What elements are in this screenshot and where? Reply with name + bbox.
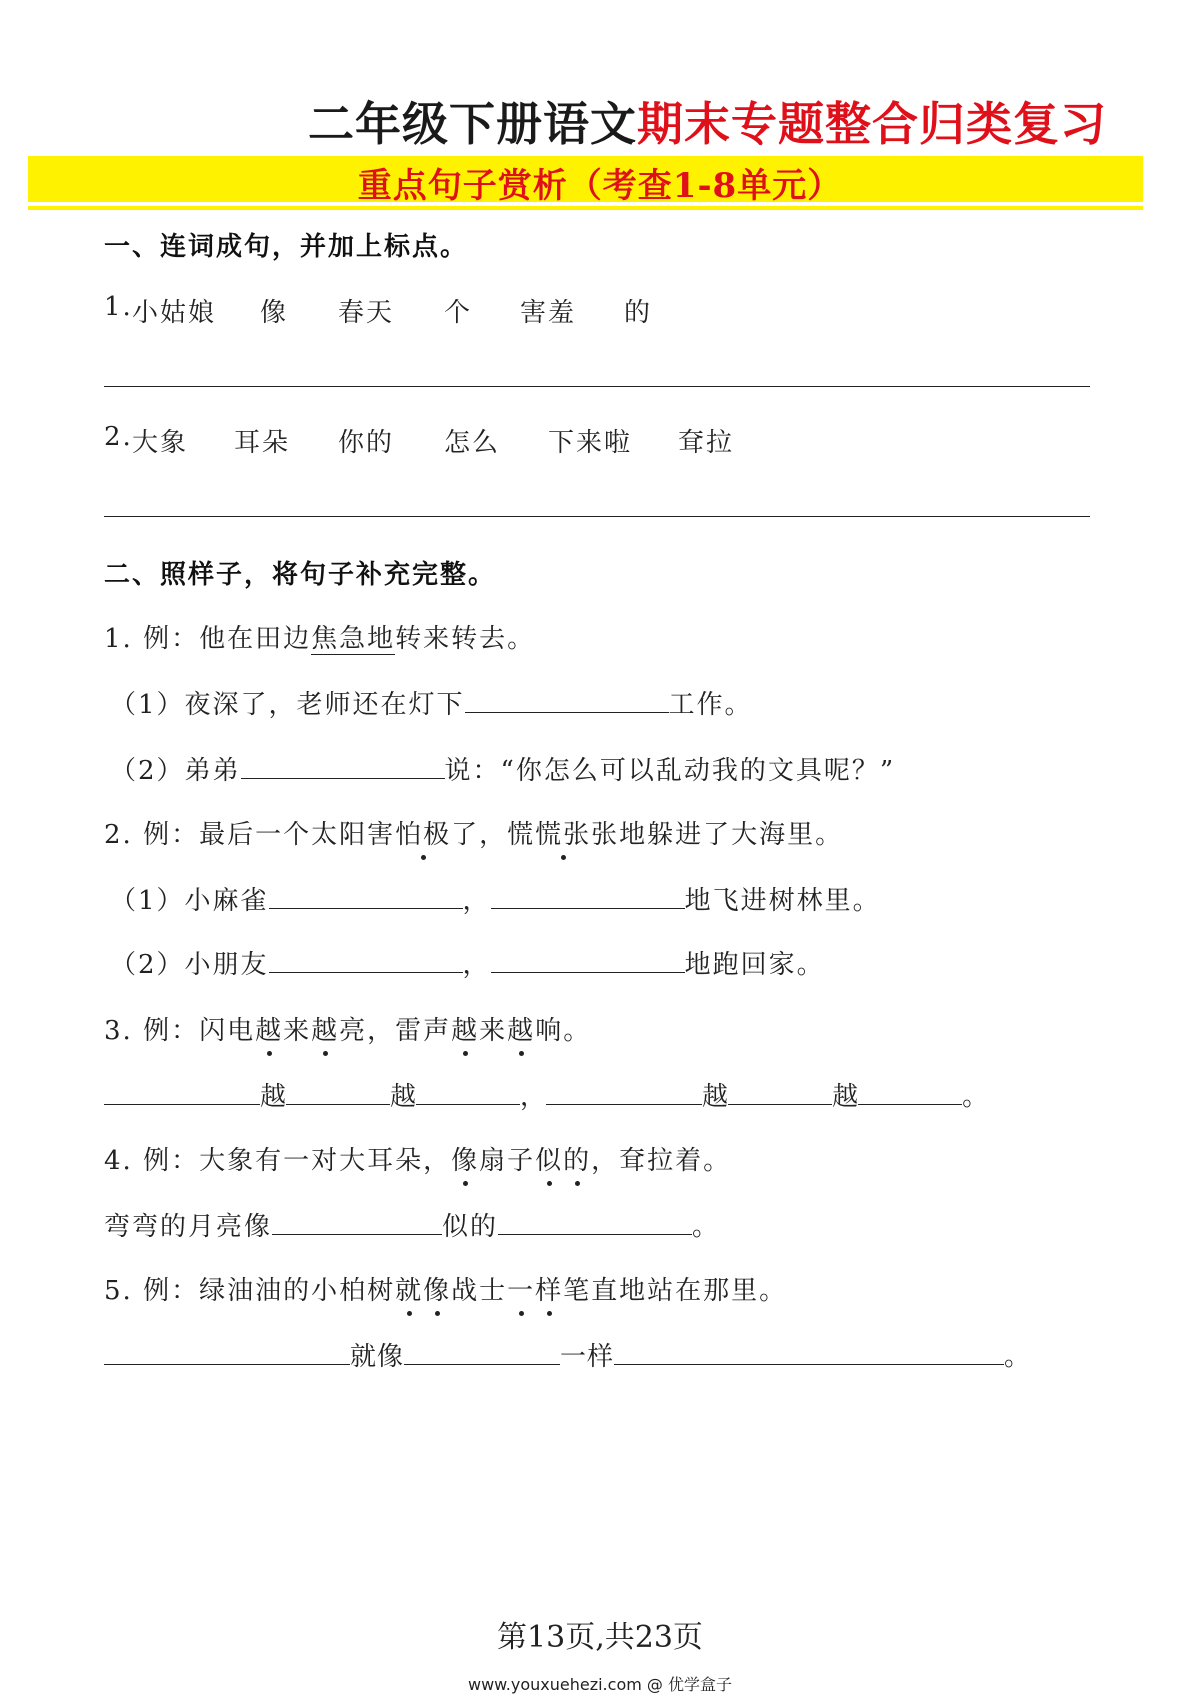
exercise-text: 越	[390, 1082, 417, 1112]
question-number: 1.	[104, 292, 133, 322]
word-chip: 你的	[338, 428, 395, 458]
fill-blank[interactable]	[858, 1078, 962, 1105]
exercise-text: 。	[1004, 1342, 1032, 1372]
example-text: 来	[479, 1016, 508, 1046]
exercise-2-1	[110, 880, 881, 917]
exercise-text: 。	[962, 1082, 989, 1112]
question-1-2	[104, 422, 735, 458]
fill-blank[interactable]	[491, 882, 685, 909]
word-chip: 小姑娘	[132, 298, 217, 328]
example-text: 转来转去。	[395, 624, 536, 654]
word-chip: 耷拉	[678, 428, 735, 458]
exercise-text: ，	[462, 886, 491, 916]
question-1-1	[104, 292, 653, 328]
word-chip: 个	[444, 298, 473, 328]
fill-blank[interactable]	[416, 1078, 520, 1105]
fill-blank[interactable]	[614, 1338, 1004, 1365]
exercise-2-2	[110, 944, 825, 981]
exercise-text: 地跑回家。	[684, 950, 825, 980]
dotted-word: 慌慌张张	[507, 820, 620, 850]
dotted-char: 越	[255, 1016, 284, 1046]
dotted-word: 害怕极了	[367, 820, 480, 850]
example-text: ，	[479, 820, 508, 850]
fill-blank[interactable]	[272, 1208, 442, 1235]
exercise-text: 弯弯的月亮像	[104, 1212, 273, 1242]
fill-blank[interactable]	[269, 882, 463, 909]
exercise-text: 地飞进树林里。	[684, 886, 881, 916]
answer-line[interactable]	[104, 386, 1090, 387]
dotted-char: 一	[507, 1276, 536, 1306]
word-chip: 怎么	[444, 428, 501, 458]
fill-blank[interactable]	[104, 1338, 350, 1365]
word-chip: 大象	[132, 428, 189, 458]
example-text: 4. 例：大象有一对大耳朵，	[104, 1146, 452, 1176]
exercise-text: （2）小朋友	[110, 950, 269, 980]
example-2	[104, 814, 843, 851]
fill-blank[interactable]	[491, 946, 685, 973]
exercise-text: 一样	[560, 1342, 615, 1372]
dotted-char: 越	[451, 1016, 480, 1046]
exercise-text: ，	[520, 1082, 547, 1112]
exercise-text: 就像	[350, 1342, 405, 1372]
fill-blank[interactable]	[498, 1208, 692, 1235]
exercise-text: 说：“你怎么可以乱动我的文具呢？”	[444, 756, 896, 786]
fill-blank[interactable]	[546, 1078, 702, 1105]
example-text: 3. 例：闪电	[104, 1016, 256, 1046]
dotted-char: 越	[507, 1016, 536, 1046]
title-black: 二年级下册语文	[308, 97, 637, 151]
fill-blank[interactable]	[269, 946, 463, 973]
exercise-1-2	[110, 750, 895, 787]
section-heading-1: 一、连词成句，并加上标点。	[104, 232, 469, 262]
site-watermark: www.youxuehezi.com @ 优学盒子	[468, 1675, 732, 1694]
exercise-3	[104, 1076, 988, 1113]
example-4	[104, 1140, 731, 1177]
example-text: 亮，雷声	[339, 1016, 452, 1046]
exercise-text: 越	[702, 1082, 729, 1112]
dotted-char: 越	[311, 1016, 340, 1046]
exercise-text: 工作。	[668, 690, 753, 720]
word-chip: 下来啦	[548, 428, 633, 458]
example-text: 笔直地站在那里。	[563, 1276, 788, 1306]
dotted-char: 就	[395, 1276, 424, 1306]
question-number: 2.	[104, 422, 133, 452]
exercise-text: （1）小麻雀	[110, 886, 269, 916]
example-text: 扇子	[479, 1146, 536, 1176]
example-text: 来	[283, 1016, 312, 1046]
word-chip: 的	[624, 298, 653, 328]
section-heading-2: 二、照样子，将句子补充完整。	[104, 560, 497, 590]
exercise-text: （2）弟弟	[110, 756, 241, 786]
example-text: 战士	[451, 1276, 508, 1306]
example-1	[104, 618, 535, 655]
dotted-char: 像	[423, 1276, 452, 1306]
dotted-char: 似	[535, 1146, 564, 1176]
dotted-char: 样	[535, 1276, 564, 1306]
word-chip: 耳朵	[234, 428, 291, 458]
dotted-char: 像	[451, 1146, 480, 1176]
page-title	[308, 88, 1107, 154]
word-chip: 害羞	[520, 298, 577, 328]
subtitle: 重点句子赏析（考查1-8单元）	[357, 166, 843, 206]
example-3	[104, 1010, 591, 1047]
example-text: ，耷拉着。	[591, 1146, 732, 1176]
exercise-text: ，	[462, 950, 491, 980]
fill-blank[interactable]	[728, 1078, 832, 1105]
example-text: 2. 例：最后一个太阳	[104, 820, 368, 850]
example-text: 地躲进了大海里。	[619, 820, 844, 850]
exercise-text: 。	[692, 1212, 721, 1242]
fill-blank[interactable]	[465, 686, 669, 713]
example-text: 响。	[535, 1016, 592, 1046]
word-chip: 像	[260, 298, 289, 328]
example-text: 1. 例：他在田边	[104, 624, 312, 654]
fill-blank[interactable]	[286, 1078, 390, 1105]
example-5	[104, 1270, 787, 1307]
underlined-word: 焦急地	[311, 624, 396, 654]
word-chip: 春天	[338, 298, 395, 328]
exercise-1-1	[110, 684, 753, 721]
page-number: 第13页,共23页	[497, 1620, 703, 1655]
title-red: 期末专题整合归类复习	[637, 97, 1107, 151]
exercise-text: 越	[832, 1082, 859, 1112]
exercise-text: （1）夜深了，老师还在灯下	[110, 690, 465, 720]
exercise-5	[104, 1336, 1031, 1373]
exercise-text: 似的	[442, 1212, 499, 1242]
exercise-4	[104, 1206, 720, 1243]
fill-blank[interactable]	[241, 752, 445, 779]
dotted-char: 的	[563, 1146, 592, 1176]
example-text: 5. 例：绿油油的小柏树	[104, 1276, 396, 1306]
fill-blank[interactable]	[404, 1338, 560, 1365]
exercise-text: 越	[260, 1082, 287, 1112]
answer-line[interactable]	[104, 516, 1090, 517]
fill-blank[interactable]	[104, 1078, 260, 1105]
